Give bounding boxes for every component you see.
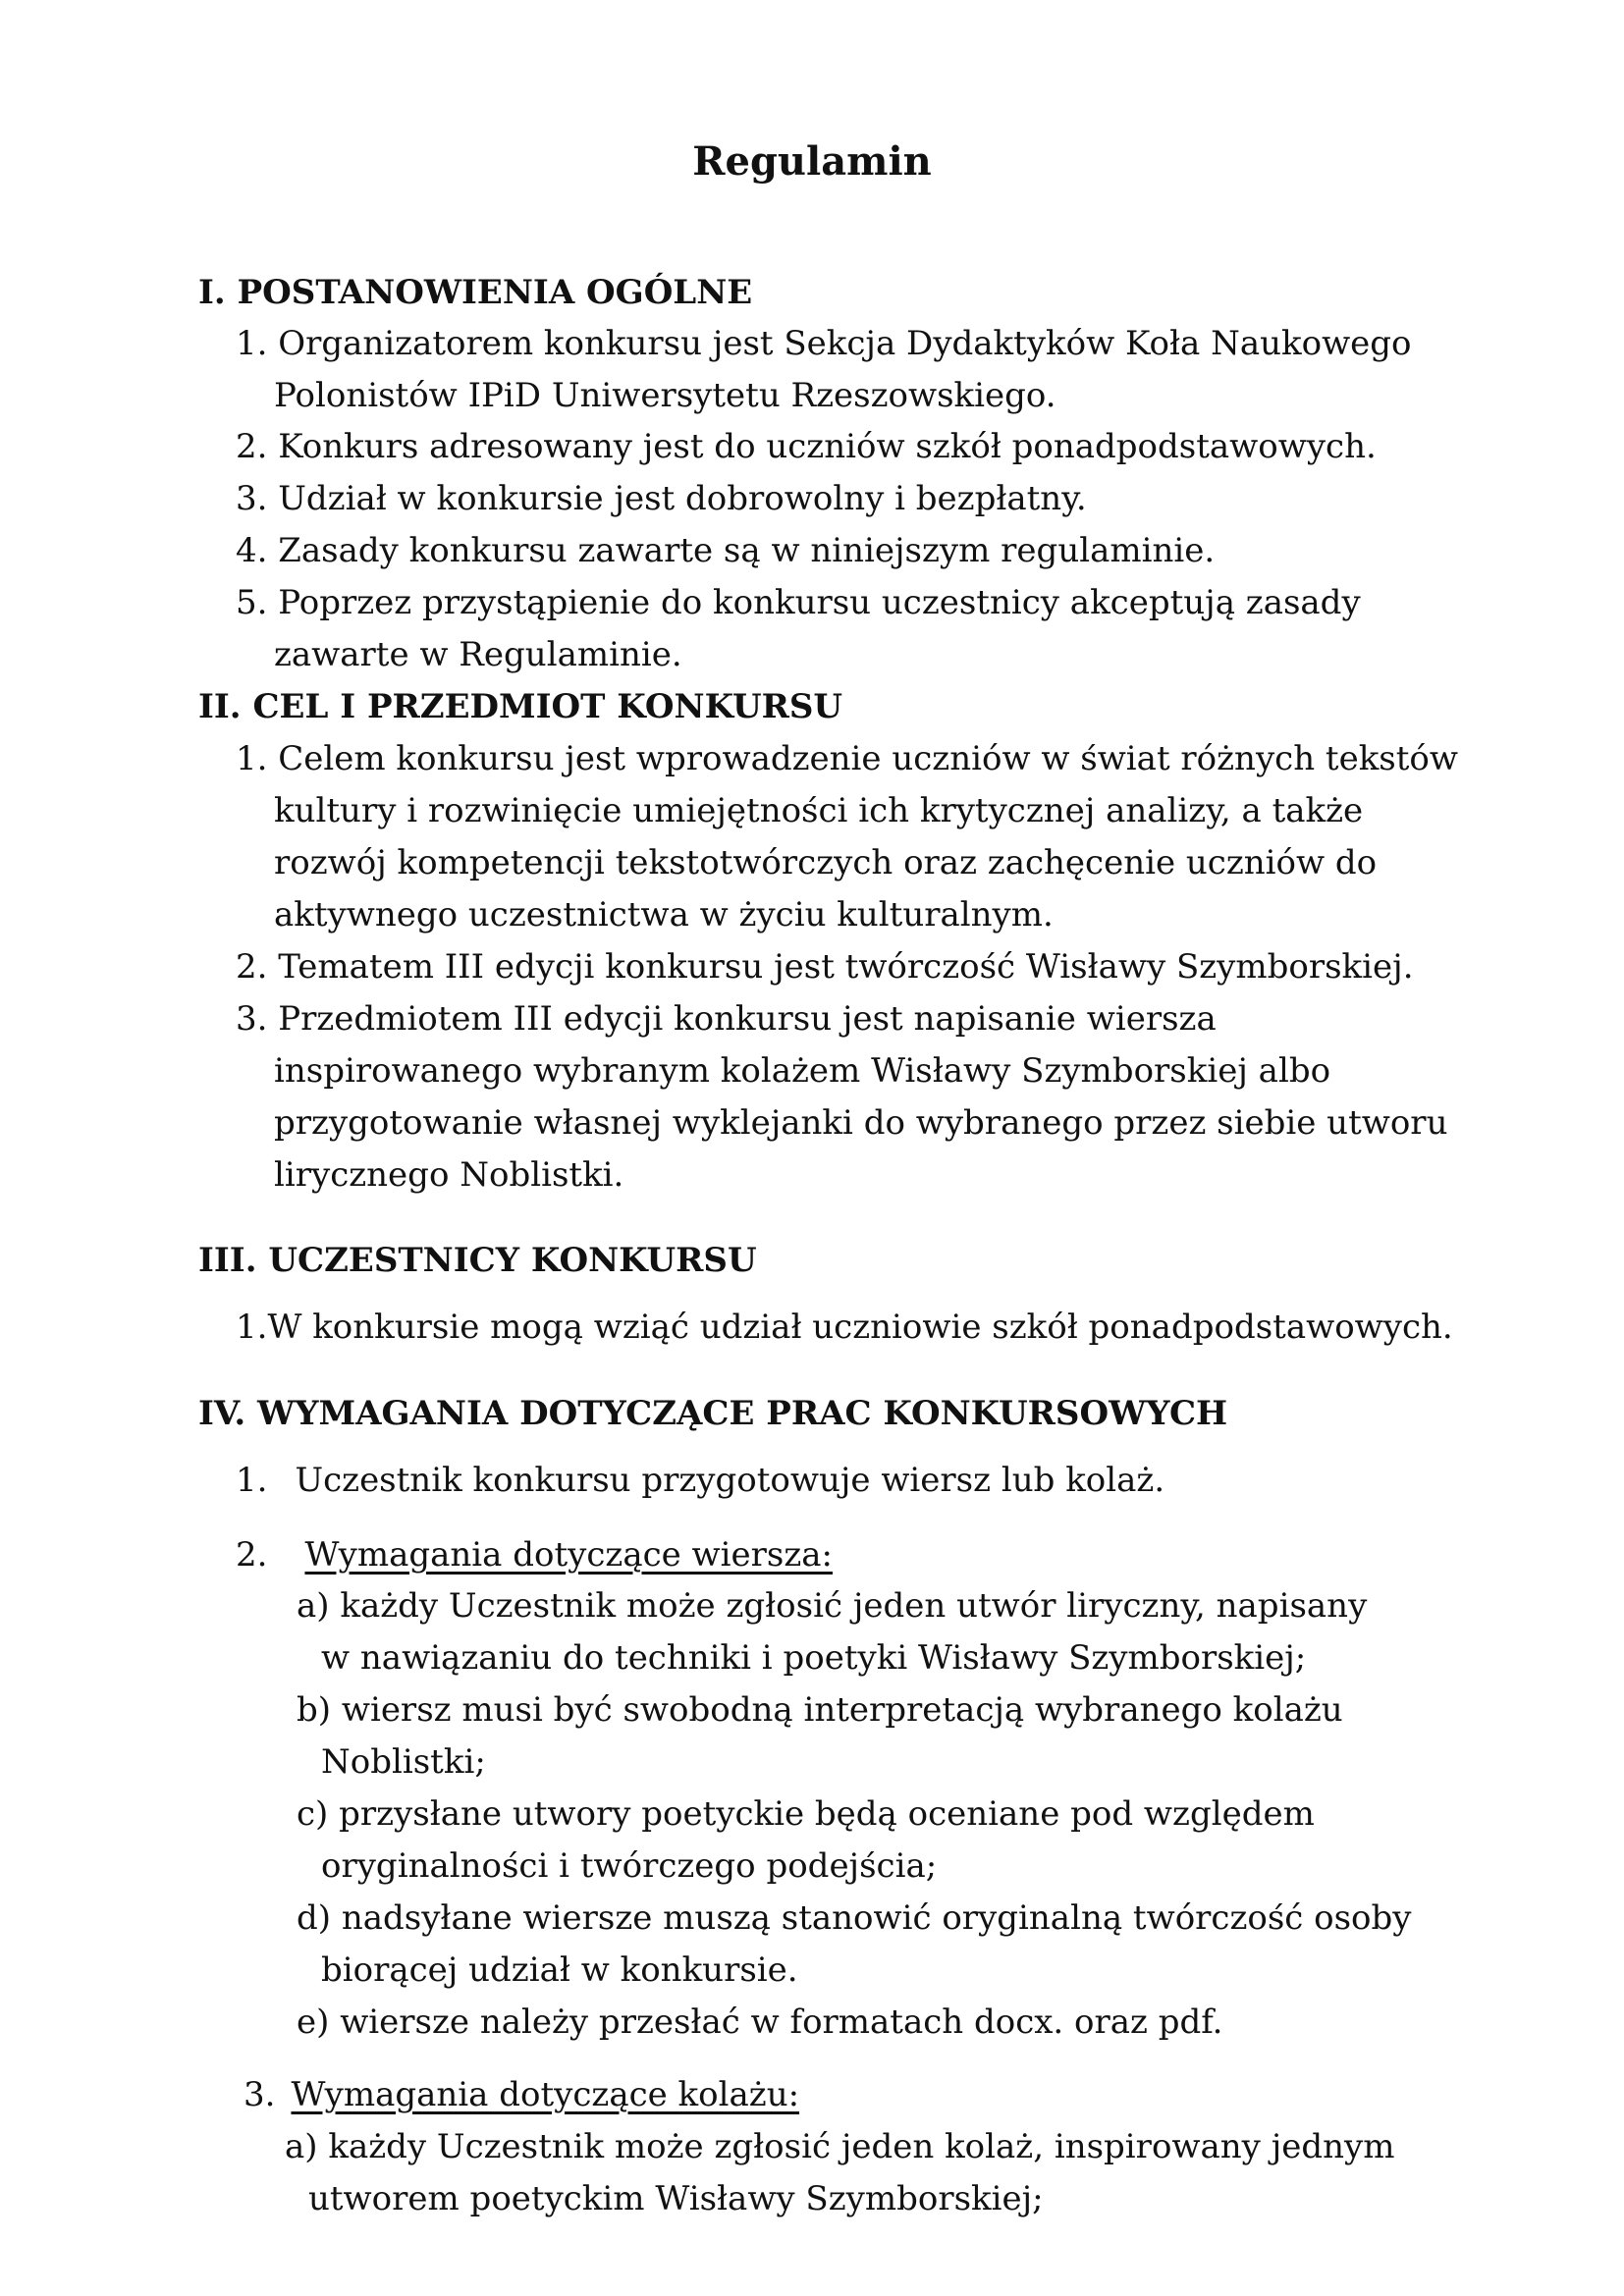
list-item-continuation: lirycznego Noblistki. <box>274 1155 624 1195</box>
subsection-title: Wymagania dotyczące kolażu: <box>291 2075 800 2114</box>
list-item: 4. Zasady konkursu zawarte są w niniejszym regulaminie. <box>236 531 1216 570</box>
page-title: Regulamin <box>692 138 932 185</box>
list-item <box>236 1533 833 1576</box>
section-heading: II. CEL I PRZEDMIOT KONKURSU <box>198 687 843 726</box>
subsection-title: Wymagania dotyczące wiersza: <box>304 1535 833 1575</box>
sub-item-continuation: utworem poetyckim Wisławy Szymborskiej; <box>308 2179 1044 2218</box>
list-item: 2. Konkurs adresowany jest do uczniów szkół ponadpodstawowych. <box>236 427 1377 466</box>
sub-item: c) przysłane utwory poetyckie będą oceniane pod względem <box>297 1794 1315 1834</box>
list-item <box>236 1459 1164 1502</box>
list-item-continuation: rozwój kompetencji tekstotwórczych oraz zachęcenie uczniów do <box>274 843 1378 882</box>
list-item: 1. Celem konkursu jest wprowadzenie uczniów w świat różnych tekstów <box>236 739 1458 778</box>
sub-item: b) wiersz musi być swobodną interpretacją wybranego kolażu <box>297 1690 1343 1730</box>
list-item-text: Uczestnik konkursu przygotowuje wiersz lub kolaż. <box>295 1461 1165 1500</box>
list-item: 2. Tematem III edycji konkursu jest twórczość Wisławy Szymborskiej. <box>236 947 1414 987</box>
sub-item-continuation: oryginalności i twórczego podejścia; <box>321 1846 938 1886</box>
section-heading: IV. WYMAGANIA DOTYCZĄCE PRAC KONKURSOWYCH <box>198 1394 1228 1433</box>
list-item <box>244 2073 799 2116</box>
list-item-continuation: przygotowanie własnej wyklejanki do wybranego przez siebie utworu <box>274 1103 1448 1143</box>
sub-item: a) każdy Uczestnik może zgłosić jeden kolaż, inspirowany jednym <box>285 2127 1395 2166</box>
list-item: 1. Organizatorem konkursu jest Sekcja Dydaktyków Koła Naukowego <box>236 324 1412 363</box>
sub-item-continuation: Noblistki; <box>321 1742 486 1782</box>
sub-item: d) nadsyłane wiersze muszą stanowić oryginalną twórczość osoby <box>297 1898 1412 1938</box>
section-heading: I. POSTANOWIENIA OGÓLNE <box>198 273 753 312</box>
list-item-continuation: aktywnego uczestnictwa w życiu kulturalnym. <box>274 895 1054 934</box>
list-item-continuation: kultury i rozwinięcie umiejętności ich krytycznej analizy, a także <box>274 791 1364 830</box>
section-heading: III. UCZESTNICY KONKURSU <box>198 1241 757 1280</box>
sub-item: a) każdy Uczestnik może zgłosić jeden utwór liryczny, napisany <box>297 1586 1368 1626</box>
list-number: 3. <box>244 2075 276 2114</box>
list-item-continuation: inspirowanego wybranym kolażem Wisławy Szymborskiej albo <box>274 1051 1331 1091</box>
list-item: 1.W konkursie mogą wziąć udział uczniowie szkół ponadpodstawowych. <box>236 1308 1453 1347</box>
sub-item: e) wiersze należy przesłać w formatach docx. oraz pdf. <box>297 2002 1223 2042</box>
list-number: 1. <box>236 1461 268 1500</box>
list-item-continuation: Polonistów IPiD Uniwersytetu Rzeszowskiego. <box>274 376 1056 415</box>
list-item: 3. Przedmiotem III edycji konkursu jest napisanie wiersza <box>236 999 1217 1039</box>
list-item: 3. Udział w konkursie jest dobrowolny i bezpłatny. <box>236 479 1087 518</box>
sub-item-continuation: biorącej udział w konkursie. <box>321 1950 798 1990</box>
list-item-continuation: zawarte w Regulaminie. <box>274 635 682 674</box>
list-item: 5. Poprzez przystąpienie do konkursu uczestnicy akceptują zasady <box>236 583 1361 622</box>
list-number: 2. <box>236 1535 268 1575</box>
sub-item-continuation: w nawiązaniu do techniki i poetyki Wisławy Szymborskiej; <box>321 1638 1307 1678</box>
